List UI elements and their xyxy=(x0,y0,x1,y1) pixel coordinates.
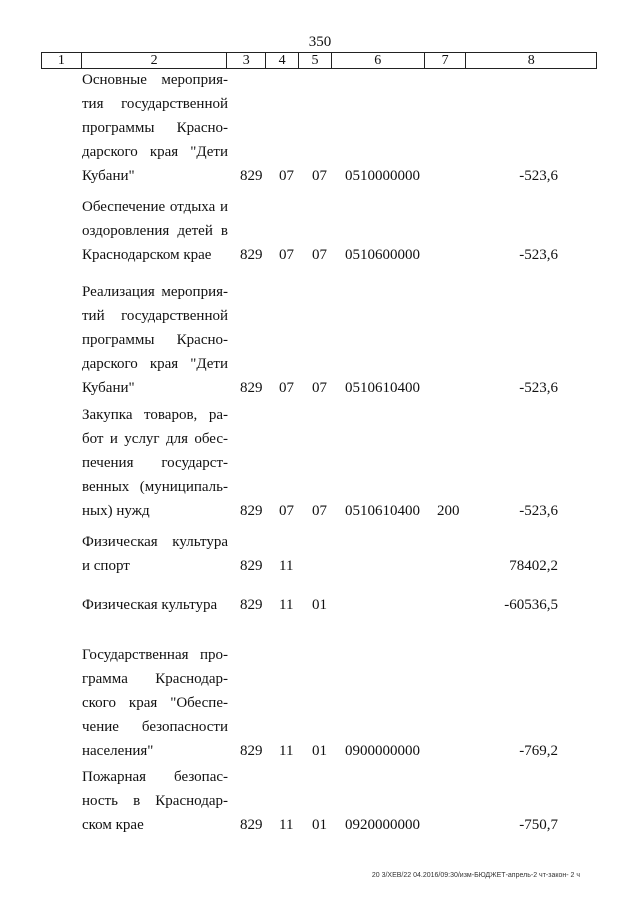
row-cell-c3: 829 xyxy=(240,817,263,833)
row-name-line: ском крае xyxy=(82,817,144,833)
row-cell-c8: -523,6 xyxy=(519,247,558,263)
row-name-line: тий государственной xyxy=(82,308,228,324)
row-name-line: грамма Краснодар- xyxy=(82,671,228,687)
row-cell-c3: 829 xyxy=(240,247,263,263)
row-cell-c8: -60536,5 xyxy=(504,597,558,613)
row-cell-c5: 07 xyxy=(312,380,327,396)
column-header-8: 8 xyxy=(527,53,535,68)
row-cell-c7: 200 xyxy=(437,503,460,519)
row-name-line: тия государственной xyxy=(82,96,228,112)
row-cell-c6: 0510600000 xyxy=(345,247,420,263)
row-cell-c6: 0510610400 xyxy=(345,380,420,396)
row-cell-c6: 0900000000 xyxy=(345,743,420,759)
row-cell-c5: 01 xyxy=(312,597,327,613)
row-cell-c5: 07 xyxy=(312,168,327,184)
row-name-line: Закупка товаров, ра- xyxy=(82,407,228,423)
row-name xyxy=(82,280,228,400)
row-cell-c4: 11 xyxy=(279,817,294,833)
row-name xyxy=(82,643,228,763)
row-cell-c4: 11 xyxy=(279,558,294,574)
row-name-line: дарского края "Дети xyxy=(82,356,228,372)
row-name-line: венных (муниципаль- xyxy=(82,479,228,495)
column-header-3: 3 xyxy=(227,53,266,68)
row-cell-c3: 829 xyxy=(240,503,263,519)
row-name-line: ского края "Обеспе- xyxy=(82,695,228,711)
row-cell-c6: 0920000000 xyxy=(345,817,420,833)
row-cell-c4: 07 xyxy=(279,380,294,396)
row-cell-c3: 829 xyxy=(240,558,263,574)
row-name xyxy=(82,530,228,578)
row-cell-c3: 829 xyxy=(240,597,263,613)
row-name-line: Пожарная безопас- xyxy=(82,769,228,785)
column-header-6: 6 xyxy=(332,53,425,68)
row-name-line: дарского края "Дети xyxy=(82,144,228,160)
row-name-line: бот и услуг для обес- xyxy=(82,431,228,447)
column-header-5: 5 xyxy=(299,53,332,68)
row-name xyxy=(82,403,228,523)
row-cell-c8: -523,6 xyxy=(519,380,558,396)
row-cell-c5: 01 xyxy=(312,743,327,759)
row-name-line: Кубани" xyxy=(82,380,135,396)
column-header-4: 4 xyxy=(266,53,299,68)
row-name-line: Основные мероприя- xyxy=(82,72,228,88)
row-name-line: ность в Краснодар- xyxy=(82,793,228,809)
row-name-line: Краснодарском крае xyxy=(82,247,212,263)
row-name xyxy=(82,765,228,837)
column-header-row xyxy=(41,52,597,69)
row-name-line: оздоровления детей в xyxy=(82,223,228,239)
row-name xyxy=(82,68,228,188)
row-name-line: Обеспечение отдыха и xyxy=(82,199,228,215)
row-cell-c8: -769,2 xyxy=(519,743,558,759)
row-cell-c6: 0510610400 xyxy=(345,503,420,519)
row-name xyxy=(82,195,228,267)
row-cell-c6: 0510000000 xyxy=(345,168,420,184)
row-cell-c5: 07 xyxy=(312,247,327,263)
row-cell-c4: 07 xyxy=(279,168,294,184)
row-cell-c8: 78402,2 xyxy=(509,558,558,574)
row-name-line: программы Красно- xyxy=(82,120,228,136)
row-name-line: Физическая культура xyxy=(82,597,218,613)
row-cell-c4: 07 xyxy=(279,247,294,263)
column-header-1: 1 xyxy=(42,53,82,68)
row-cell-c8: -523,6 xyxy=(519,168,558,184)
row-name-line: и спорт xyxy=(82,558,130,574)
row-cell-c8: -523,6 xyxy=(519,503,558,519)
row-name-line: Государственная про- xyxy=(82,647,228,663)
column-header-2: 2 xyxy=(82,53,227,68)
row-cell-c5: 01 xyxy=(312,817,327,833)
row-name-line: Реализация мероприя- xyxy=(82,284,228,300)
page-number: 350 xyxy=(308,34,332,50)
row-name-line: Кубани" xyxy=(82,168,135,184)
row-cell-c3: 829 xyxy=(240,168,263,184)
row-name-line: ных) нужд xyxy=(82,503,150,519)
row-name-line: населения" xyxy=(82,743,154,759)
row-cell-c3: 829 xyxy=(240,743,263,759)
column-header-7: 7 xyxy=(425,53,467,68)
row-name xyxy=(82,593,228,617)
footer-file-path: 20 3/ХЕВ/22 04.2016/09:30/изм-БЮДЖЕТ-апрель-2 чт-закон- 2 ч xyxy=(371,872,580,879)
row-name-line: печения государст- xyxy=(82,455,228,471)
row-cell-c5: 07 xyxy=(312,503,327,519)
row-name-line: программы Красно- xyxy=(82,332,228,348)
row-cell-c8: -750,7 xyxy=(519,817,558,833)
row-cell-c4: 07 xyxy=(279,503,294,519)
row-cell-c4: 11 xyxy=(279,743,294,759)
row-cell-c4: 11 xyxy=(279,597,294,613)
row-cell-c3: 829 xyxy=(240,380,263,396)
row-name-line: чение безопасности xyxy=(82,719,228,735)
row-name-line: Физическая культура xyxy=(82,534,228,550)
